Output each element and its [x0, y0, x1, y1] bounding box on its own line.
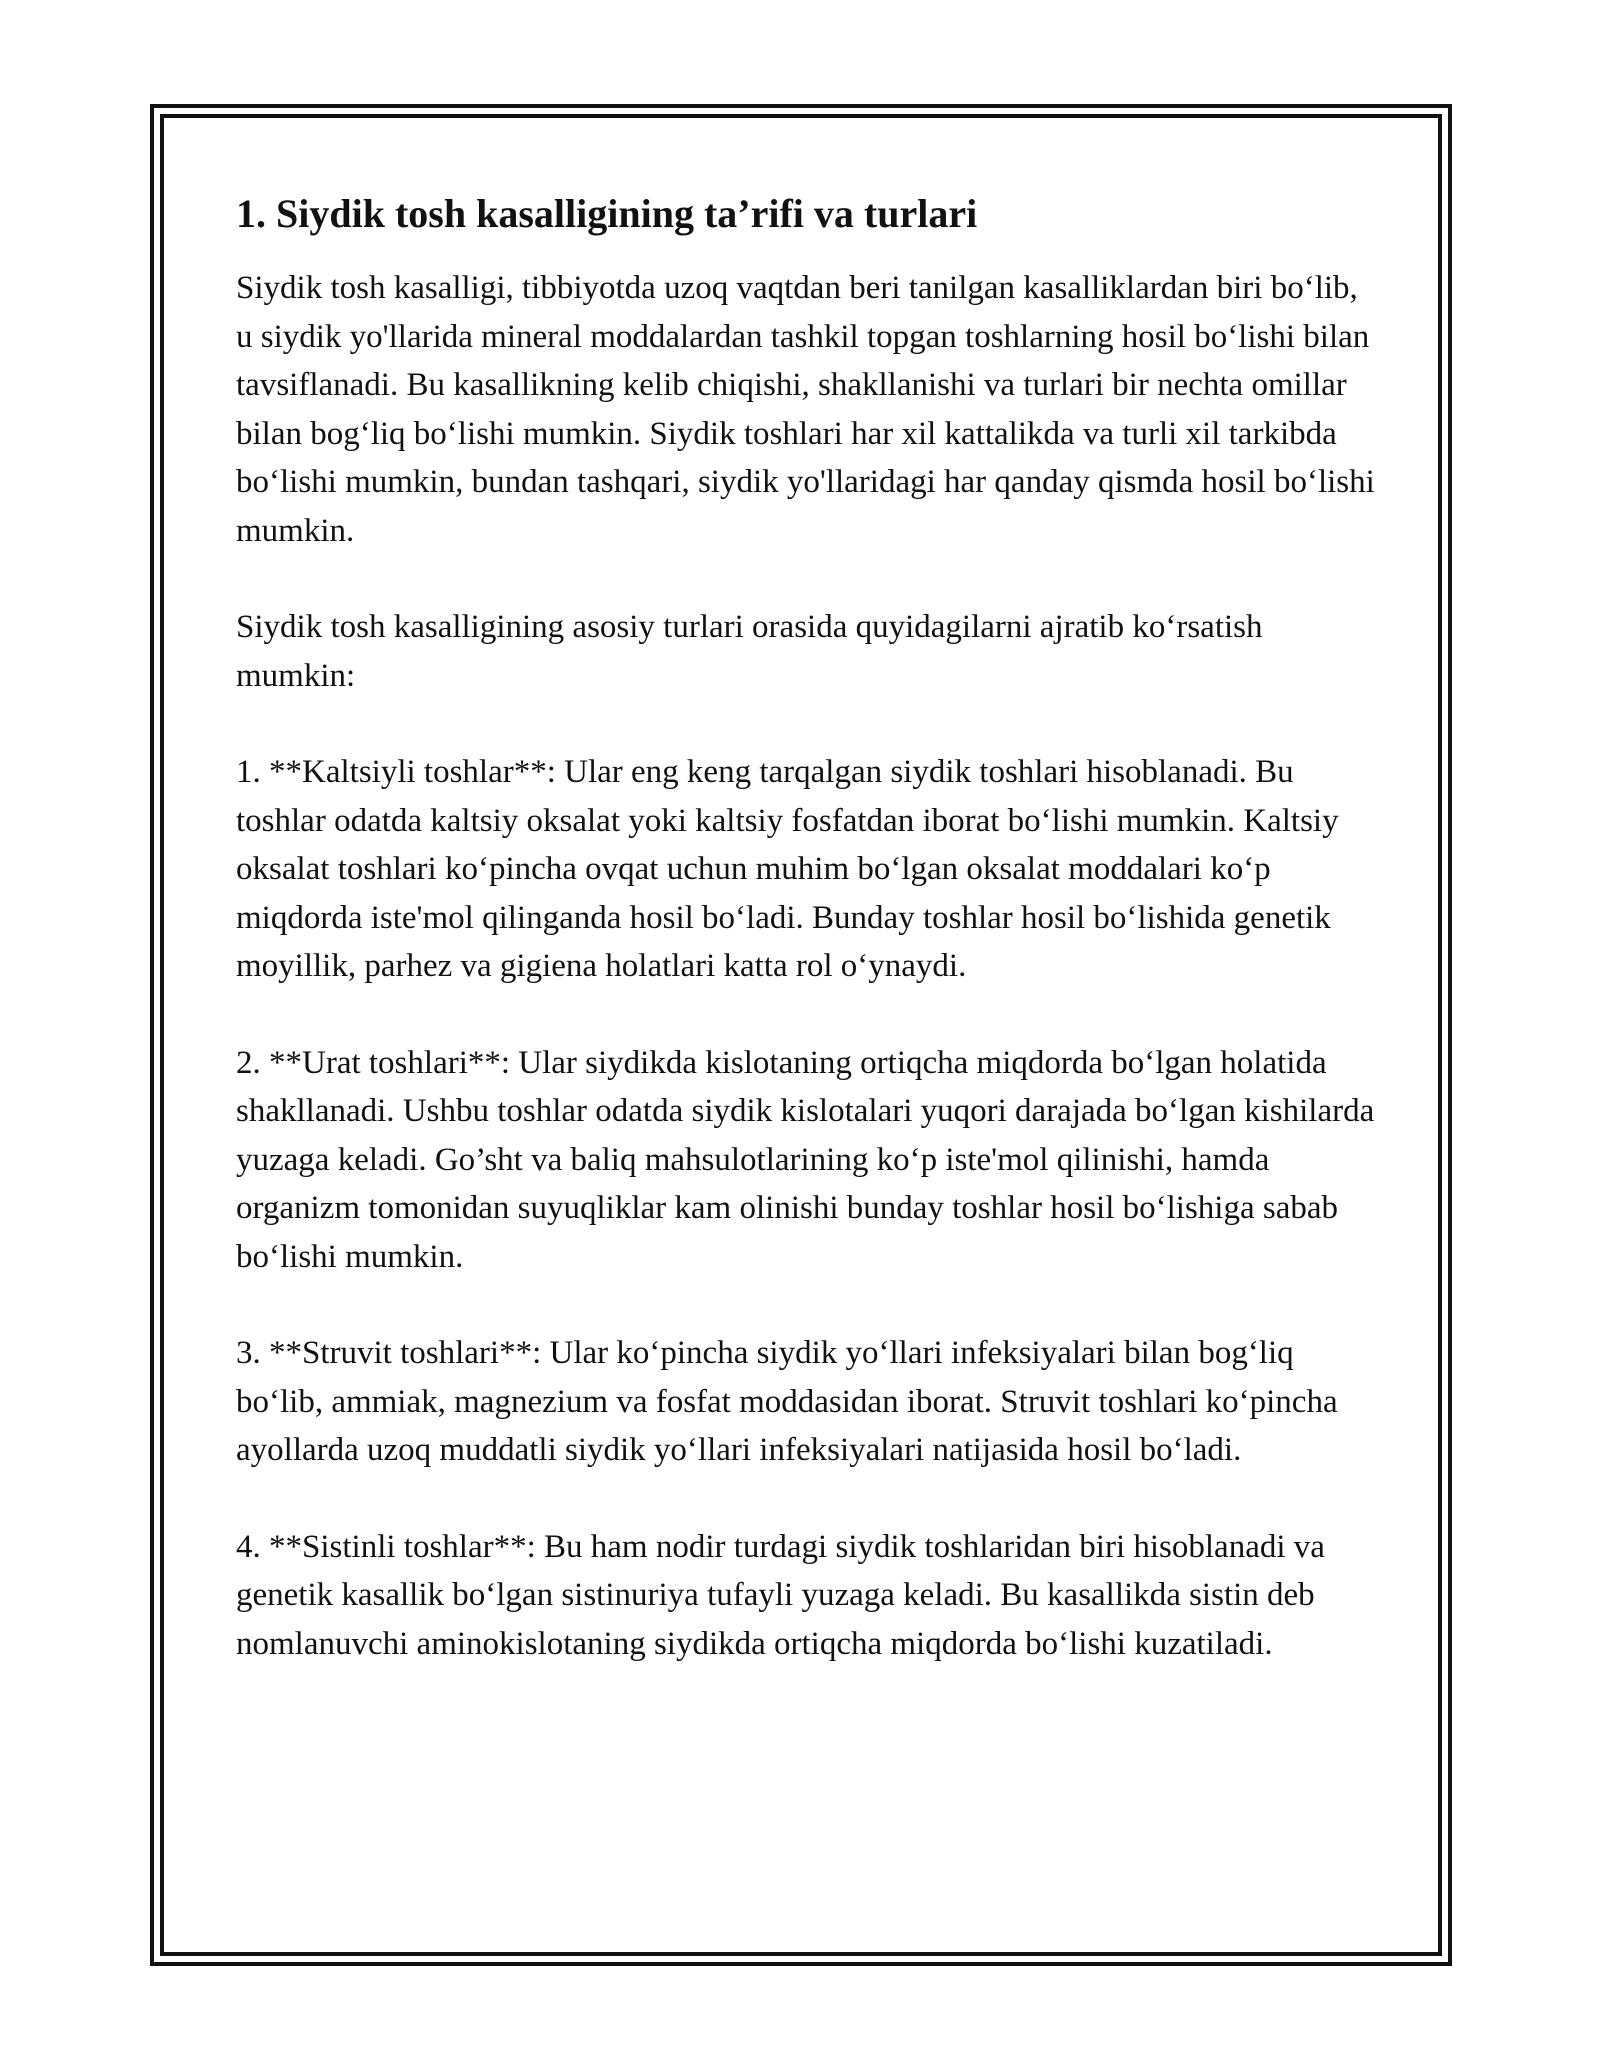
paragraph-cystine-stones: 4. **Sistinli toshlar**: Bu ham nodir turdagi siydik toshlaridan biri hisoblanadi va genetik kasallik bo‘lgan sistinuriya tufayli yuzaga keladi. Bu kasallikda sistin deb nomlanuvchi aminokislotaning siydikda ortiqcha miqdorda bo‘lishi kuzatiladi. — [236, 1528, 1325, 1662]
paragraph-intro: Siydik tosh kasalligi, tibbiyotda uzoq vaqtdan beri tanilgan kasalliklardan biri bo‘lib, u siydik yo'llarida mineral moddalardan tashkil topgan toshlarning hosil bo‘lishi bilan tavsiflanadi. Bu kasallikning kelib chiqishi, shakllanishi va turlari bir nechta omillar bilan bog‘liq bo‘lishi mumkin. Siydik toshlari har xil kattalikda va turli xil tarkibda bo‘lishi mumkin, bundan tashqari, siydik yo'llaridagi har qanday qismda hosil bo‘lishi mumkin. — [236, 270, 1375, 549]
document-body — [236, 186, 1376, 1716]
section-heading: 1. Siydik tosh kasalligining ta’rifi va turlari — [236, 191, 978, 236]
paragraph-urate-stones: 2. **Urat toshlari**: Ular siydikda kislotaning ortiqcha miqdorda bo‘lgan holatida shakllanadi. Ushbu toshlar odatda siydik kislotalari yuqori darajada bo‘lgan kishilarda yuzaga keladi. Go’sht va baliq mahsulotlarining ko‘p iste'mol qilinishi, hamda organizm tomonidan suyuqliklar kam olinishi bunday toshlar hosil bo‘lishiga sabab bo‘lishi mumkin. — [236, 1044, 1375, 1275]
paragraph-types-intro: Siydik tosh kasalligining asosiy turlari orasida quyidagilarni ajratib ko‘rsatish mumkin: — [236, 609, 1263, 694]
paragraph-struvite-stones: 3. **Struvit toshlari**: Ular ko‘pincha siydik yo‘llari infeksiyalari bilan bog‘liq bo‘lib, ammiak, magnezium va fosfat moddasidan iborat. Struvit toshlari ko‘pincha ayollarda uzoq muddatli siydik yo‘llari infeksiyalari natijasida hosil bo‘ladi. — [236, 1335, 1338, 1468]
paragraph-calcium-stones: 1. **Kaltsiyli toshlar**: Ular eng keng tarqalgan siydik toshlari hisoblanadi. Bu toshlar odatda kaltsiy oksalat yoki kaltsiy fosfatdan iborat bo‘lishi mumkin. Kaltsiy oksalat toshlari ko‘pincha ovqat uchun muhim bo‘lgan oksalat moddalari ko‘p miqdorda iste'mol qilinganda hosil bo‘ladi. Bunday toshlar hosil bo‘lishida genetik moyillik, parhez va gigiena holatlari katta rol o‘ynaydi. — [236, 754, 1339, 984]
